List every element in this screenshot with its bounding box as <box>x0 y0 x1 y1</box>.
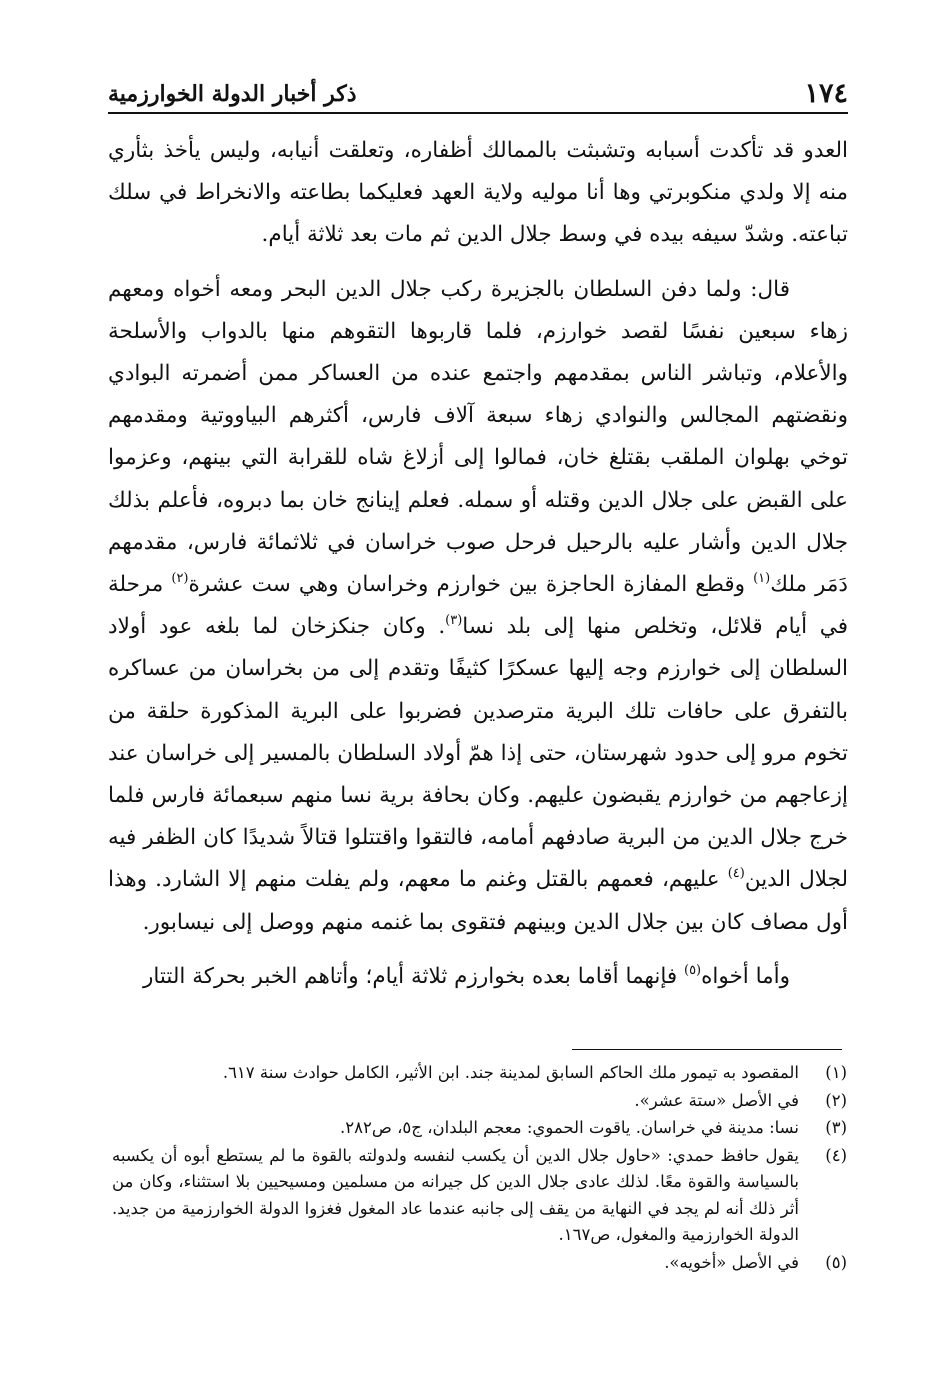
footnote-number: (٤) <box>825 1145 847 1165</box>
paragraph-1 <box>108 130 848 257</box>
page-header <box>108 72 848 112</box>
page-number: ١٧٤ <box>804 78 848 109</box>
footnote-number: (٢) <box>825 1090 847 1110</box>
paragraph-2 <box>108 269 848 944</box>
footnote-number: (١) <box>825 1063 847 1082</box>
footnote-1 <box>112 1060 847 1087</box>
header-rule <box>108 112 848 114</box>
paragraph-text: مرحلة في أيام قلائل، وتخلص منها إلى بلد نسا <box>108 572 848 640</box>
footnote-4 <box>112 1143 847 1249</box>
footnote-ref-4[interactable]: (٤) <box>727 866 745 882</box>
footnote-ref-1[interactable]: (١) <box>753 571 771 587</box>
footnote-ref-2[interactable]: (٢) <box>171 571 189 587</box>
paragraph-text: . وكان جنكزخان لما بلغه عود أولاد السلطان إلى خوارزم وجه إليها عسكرًا كثيفًا وتقدم إلى من بخراسان من عساكره بالتفرق على حافات تلك البرية مترصدين فضربوا على البرية المذكورة حلقة من تخوم مرو إلى حدود شهرستان، حتى إذا همّ أولاد السلطان بالمسير إلى خراسان عند إزعاجهم من خوارزم يقبضون عليهم. وكان بحافة برية نسا منهم سبعمائة فارس فلما خرج جلال الدين من البرية صادفهم أمامه، فالتقوا واقتتلوا قتالاً شديدًا كان الظفر فيه لجلال الدين <box>108 614 849 893</box>
footnote-ref-3[interactable]: (٣) <box>445 613 463 629</box>
footnote-2 <box>112 1088 847 1115</box>
footnote-ref-5[interactable]: (٥) <box>683 962 702 978</box>
footnote-number: (٣) <box>825 1118 847 1137</box>
paragraph-text: قال: ولما دفن السلطان بالجزيرة ركب جلال الدين البحر ومعه أخواه ومعهم زهاء سبعين نفسًا لقصد خوارزم، فلما قاربوها التقوهم منها بالدواب والأسلحة والأعلام، وتباشر الناس بمقدمهم واجتمع عنده من العساكر ممن أضمرته البوادي ونقضتهم المجالس والنوادي زهاء سبعة آلاف فارس، أكثرهم البياووتية ومقدمهم توخي بهلوان الملقب بقتلغ خان، فمالوا إلى أزلاغ شاه للقرابة التي بينهم، وعزموا على القبض على جلال الدين وقتله أو سمله. فعلم إينانج خان بما دبروه، فأعلم بذلك جلال الدين وأشار عليه بالرحيل فرحل صوب خراسان في ثلاثمائة فارس، مقدمهم دَمَر ملك <box>108 276 848 598</box>
footnote-text: في الأصل «ستة عشر». <box>634 1090 799 1110</box>
paragraph-text: فإنهما أقاما بعده بخوارزم ثلاثة أيام؛ وأتاهم الخبر بحركة التتار <box>142 963 684 989</box>
paragraph-text: عليهم، فعمهم بالقتل وغنم ما معهم، ولم يفلت منهم إلا الشارد. وهذا أول مصاف كان بين جلال الدين وبينهم فتقوى بما غنمه منهم ووصل إلى نيسابور. <box>108 867 848 935</box>
footnote-text: يقول حافظ حمدي: «حاول جلال الدين أن يكسب لنفسه ولدولته بالقوة ما لم يستطع أبوه أن يكسبه بالسياسة والقوة معًا. لذلك عادى جلال الدين كل جيرانه من مسلمين ومسيحيين بلا استثناء، وكان من أثر ذلك أنه لم يجد في النهاية من يقف إلى جانبه عندما عاد المغول فغزوا الدولة الخوارزمية من جديد. الدولة الخوارزمية والمغول، ص١٦٧. <box>112 1145 799 1244</box>
paragraph-text: وقطع المفازة الحاجزة بين خوارزم وخراسان وهي ست عشرة <box>188 572 754 598</box>
footnote-3 <box>112 1115 847 1142</box>
running-title: ذكر أخبار الدولة الخوارزمية <box>108 81 357 107</box>
paragraph-text: العدو قد تأكدت أسبابه وتشبثت بالممالك أظفاره، وتعلقت أنيابه، وليس يأخذ بثأري منه إلا ولدي منكوبرتي وها أنا موليه ولاية العهد فعليكما بطاعته والانخراط في سلك تباعته. وشدّ سيفه بيده في وسط جلال الدين ثم مات بعد ثلاثة أيام. <box>108 138 848 248</box>
footnote-rule <box>572 1049 842 1050</box>
main-text <box>108 130 848 998</box>
footnote-number: (٥) <box>825 1252 847 1272</box>
footnote-text: نسا: مدينة في خراسان. ياقوت الحموي: معجم البلدان، ج٥، ص٢٨٢. <box>340 1118 799 1137</box>
footnote-text: في الأصل «أخويه». <box>664 1252 799 1272</box>
footnote-5 <box>112 1250 847 1277</box>
footnote-text: المقصود به تيمور ملك الحاكم السابق لمدينة جند. ابن الأثير، الكامل حوادث سنة ٦١٧. <box>222 1063 799 1082</box>
paragraph-text: وأما أخواه <box>701 963 790 989</box>
paragraph-3 <box>108 956 848 998</box>
footnotes <box>112 1060 847 1277</box>
